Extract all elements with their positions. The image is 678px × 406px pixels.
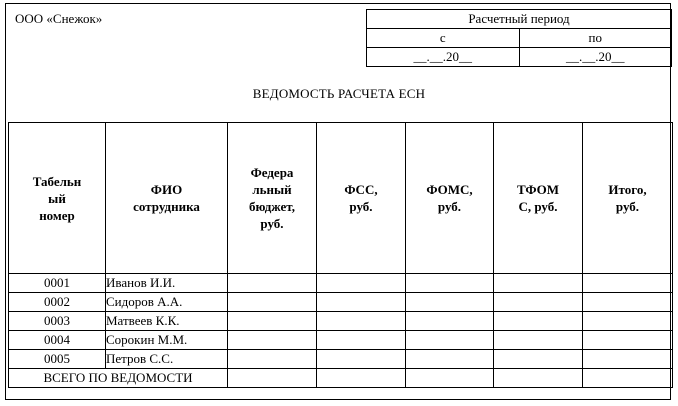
cell-tfoms[interactable] — [494, 293, 583, 312]
row-name: Матвеев К.К. — [106, 312, 228, 331]
row-name: Сидоров А.А. — [106, 293, 228, 312]
cell-foms[interactable] — [406, 274, 494, 293]
total-foms[interactable] — [406, 369, 494, 388]
row-code: 0004 — [9, 331, 106, 350]
cell-tfoms[interactable] — [494, 331, 583, 350]
col-header-fss: ФСС, руб. — [317, 123, 406, 274]
cell-total[interactable] — [583, 274, 673, 293]
cell-federal[interactable] — [228, 274, 317, 293]
row-name: Иванов И.И. — [106, 274, 228, 293]
table-row — [9, 350, 673, 369]
total-tfoms[interactable] — [494, 369, 583, 388]
cell-fss[interactable] — [317, 312, 406, 331]
row-code: 0001 — [9, 274, 106, 293]
col-header-tfoms: ТФОМ С, руб. — [494, 123, 583, 274]
row-code: 0005 — [9, 350, 106, 369]
cell-federal[interactable] — [228, 312, 317, 331]
cell-federal[interactable] — [228, 293, 317, 312]
cell-federal[interactable] — [228, 350, 317, 369]
cell-foms[interactable] — [406, 312, 494, 331]
cell-tfoms[interactable] — [494, 274, 583, 293]
cell-federal[interactable] — [228, 331, 317, 350]
col-header-fio: ФИО сотрудника — [106, 123, 228, 274]
cell-total[interactable] — [583, 350, 673, 369]
col-header-federal-budget: Федера льный бюджет, руб. — [228, 123, 317, 274]
period-from-value[interactable]: __.__.20__ — [367, 48, 520, 67]
row-code: 0002 — [9, 293, 106, 312]
row-name: Сорокин М.М. — [106, 331, 228, 350]
settlement-period-table — [366, 9, 672, 67]
col-header-tab-number: Табельн ый номер — [9, 123, 106, 274]
cell-foms[interactable] — [406, 350, 494, 369]
cell-foms[interactable] — [406, 293, 494, 312]
document-title: ВЕДОМОСТЬ РАСЧЕТА ЕСН — [252, 86, 426, 101]
period-to-value[interactable]: __.__.20__ — [519, 48, 672, 67]
company-name: ООО «Снежок» — [15, 11, 103, 26]
row-name: Петров С.С. — [106, 350, 228, 369]
cell-tfoms[interactable] — [494, 312, 583, 331]
period-to-label: по — [519, 29, 672, 48]
cell-fss[interactable] — [317, 331, 406, 350]
period-title: Расчетный период — [367, 10, 672, 29]
total-fss[interactable] — [317, 369, 406, 388]
total-federal[interactable] — [228, 369, 317, 388]
table-total-row — [9, 369, 673, 388]
cell-fss[interactable] — [317, 350, 406, 369]
cell-total[interactable] — [583, 331, 673, 350]
table-row — [9, 274, 673, 293]
cell-tfoms[interactable] — [494, 350, 583, 369]
table-row — [9, 312, 673, 331]
period-from-label: с — [367, 29, 520, 48]
total-label: ВСЕГО ПО ВЕДОМОСТИ — [9, 369, 228, 388]
table-header-row — [9, 123, 673, 274]
col-header-foms: ФОМС, руб. — [406, 123, 494, 274]
esn-table — [8, 122, 673, 388]
total-total[interactable] — [583, 369, 673, 388]
col-header-total: Итого, руб. — [583, 123, 673, 274]
row-code: 0003 — [9, 312, 106, 331]
cell-total[interactable] — [583, 293, 673, 312]
cell-fss[interactable] — [317, 293, 406, 312]
cell-fss[interactable] — [317, 274, 406, 293]
cell-total[interactable] — [583, 312, 673, 331]
table-row — [9, 293, 673, 312]
cell-foms[interactable] — [406, 331, 494, 350]
table-row — [9, 331, 673, 350]
